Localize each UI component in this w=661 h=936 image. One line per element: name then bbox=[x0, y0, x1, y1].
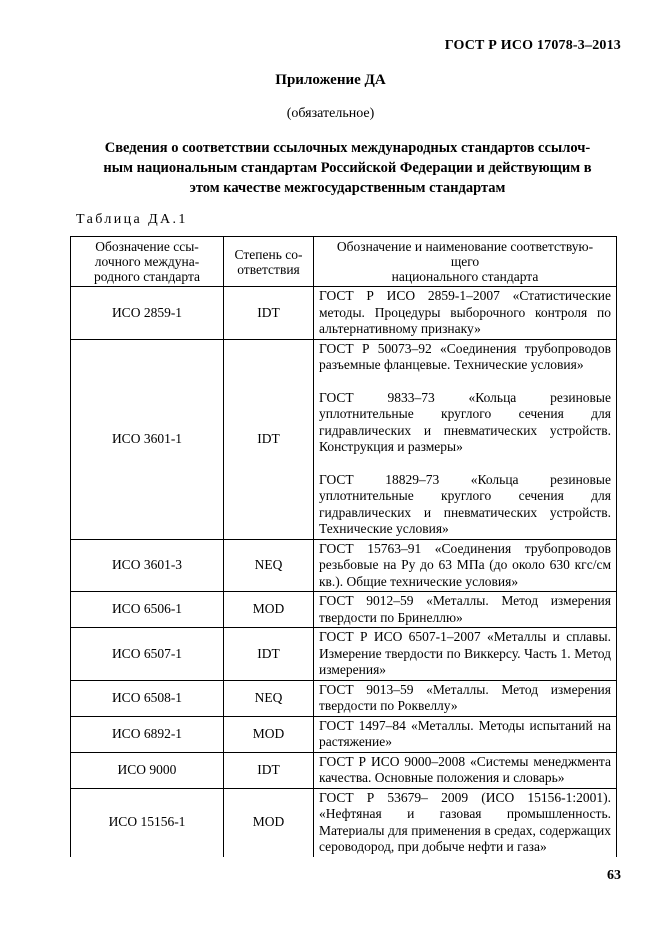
national-standard-cell bbox=[314, 539, 617, 592]
header-text: Обозначение и наименование соответствую- bbox=[336, 239, 594, 254]
table-row bbox=[71, 539, 617, 592]
heading-line: этом качестве межгосударственным стандартам bbox=[189, 180, 506, 196]
degree-cell: MOD bbox=[224, 716, 314, 752]
intl-standard-cell: ИСО 6506-1 bbox=[71, 592, 224, 628]
national-standard-cell bbox=[314, 788, 617, 857]
table-row bbox=[71, 287, 617, 340]
national-standard-text: ГОСТ 9012–59 «Металлы. Метод измерения твердости по Бринеллю» bbox=[319, 593, 611, 625]
table-row bbox=[71, 716, 617, 752]
national-standard-text: ГОСТ Р ИСО 6507-1–2007 «Металлы и сплавы. Измерение твердости по Виккерсу. Часть 1. Метод измерения» bbox=[319, 629, 611, 677]
degree-cell: MOD bbox=[224, 788, 314, 857]
national-standard-text: ГОСТ Р 50073–92 «Соединения трубопроводов разъемные фланцевые. Технические условия» bbox=[319, 340, 611, 372]
national-standard-cell bbox=[314, 592, 617, 628]
header-text: ответствия bbox=[237, 261, 300, 277]
intl-standard-cell: ИСО 15156-1 bbox=[71, 788, 224, 857]
national-standard-text: ГОСТ Р 53679– 2009 (ИСО 15156-1:2001). «Нефтяная и газовая промышленность. Материалы для применения в средах, содержащих сероводород, при добыче нефти и газа» bbox=[319, 789, 611, 854]
appendix-heading bbox=[80, 138, 615, 198]
header-text: щего bbox=[450, 254, 480, 269]
national-standard-cell bbox=[314, 680, 617, 716]
national-standard-cell bbox=[314, 339, 617, 539]
intl-standard-cell: ИСО 6507-1 bbox=[71, 628, 224, 681]
intl-standard-cell: ИСО 6508-1 bbox=[71, 680, 224, 716]
correspondence-table bbox=[70, 236, 617, 857]
degree-cell: IDT bbox=[224, 628, 314, 681]
degree-cell: NEQ bbox=[224, 539, 314, 592]
table-row bbox=[71, 752, 617, 788]
header-intl-standard bbox=[71, 237, 224, 287]
degree-cell: IDT bbox=[224, 752, 314, 788]
header-national-standard bbox=[314, 237, 617, 287]
appendix-title: Приложение ДА bbox=[275, 72, 386, 88]
table-caption: Таблица ДА.1 bbox=[76, 212, 188, 227]
intl-standard-cell: ИСО 2859-1 bbox=[71, 287, 224, 340]
national-standard-cell bbox=[314, 752, 617, 788]
header-text: национального стандарта bbox=[391, 269, 539, 284]
heading-line: ным национальным стандартам Российской Федерации и действующим в bbox=[103, 160, 592, 176]
intl-standard-cell: ИСО 3601-1 bbox=[71, 339, 224, 539]
appendix-status: (обязательное) bbox=[286, 106, 375, 121]
degree-cell: IDT bbox=[224, 339, 314, 539]
header-text: лочного междуна- bbox=[94, 254, 200, 269]
standard-code: ГОСТ Р ИСО 17078-3–2013 bbox=[444, 38, 621, 53]
national-standard-text: ГОСТ 15763–91 «Соединения трубопроводов резьбовые на Ру до 63 МПа (до около 630 кгс/см кв.). Общие технические условия» bbox=[319, 540, 611, 589]
national-standard-text: ГОСТ Р ИСО 9000–2008 «Системы менеджмента качества. Основные положения и словарь» bbox=[319, 753, 611, 785]
table-row bbox=[71, 628, 617, 681]
header-text: родного стандарта bbox=[93, 269, 201, 284]
national-standard-text: ГОСТ 1497–84 «Металлы. Методы испытаний на растяжение» bbox=[319, 717, 611, 749]
table-header-row bbox=[71, 237, 617, 287]
national-standard-text: ГОСТ Р ИСО 2859-1–2007 «Статистические методы. Процедуры выборочного контроля по альтернативному признаку» bbox=[319, 288, 611, 336]
national-standard-cell bbox=[314, 716, 617, 752]
table-row bbox=[71, 680, 617, 716]
table-row bbox=[71, 592, 617, 628]
table-row bbox=[71, 788, 617, 857]
header-text: Обозначение ссы- bbox=[95, 239, 199, 254]
national-standard-cell bbox=[314, 628, 617, 681]
intl-standard-cell: ИСО 3601-3 bbox=[71, 539, 224, 592]
intl-standard-cell: ИСО 9000 bbox=[71, 752, 224, 788]
heading-line: Сведения о соответствии ссылочных международных стандартов ссылоч- bbox=[104, 140, 591, 156]
page-number: 63 bbox=[607, 868, 621, 883]
intl-standard-cell: ИСО 6892-1 bbox=[71, 716, 224, 752]
degree-cell: IDT bbox=[224, 287, 314, 340]
header-degree bbox=[224, 237, 314, 287]
header-text: Степень со- bbox=[234, 246, 303, 262]
degree-cell: MOD bbox=[224, 592, 314, 628]
national-standard-text: ГОСТ 9833–73 «Кольца резиновые уплотнительные круглого сечения для гидравлических и пневматических устройств. Конструкция и размеры» bbox=[319, 389, 611, 454]
degree-cell: NEQ bbox=[224, 680, 314, 716]
national-standard-text: ГОСТ 18829–73 «Кольца резиновые уплотнительные круглого сечения для гидравлических и пневматических устройств. Технические условия» bbox=[319, 471, 611, 536]
table-row bbox=[71, 339, 617, 539]
national-standard-cell bbox=[314, 287, 617, 340]
national-standard-text: ГОСТ 9013–59 «Металлы. Метод измерения твердости по Роквеллу» bbox=[319, 681, 611, 713]
